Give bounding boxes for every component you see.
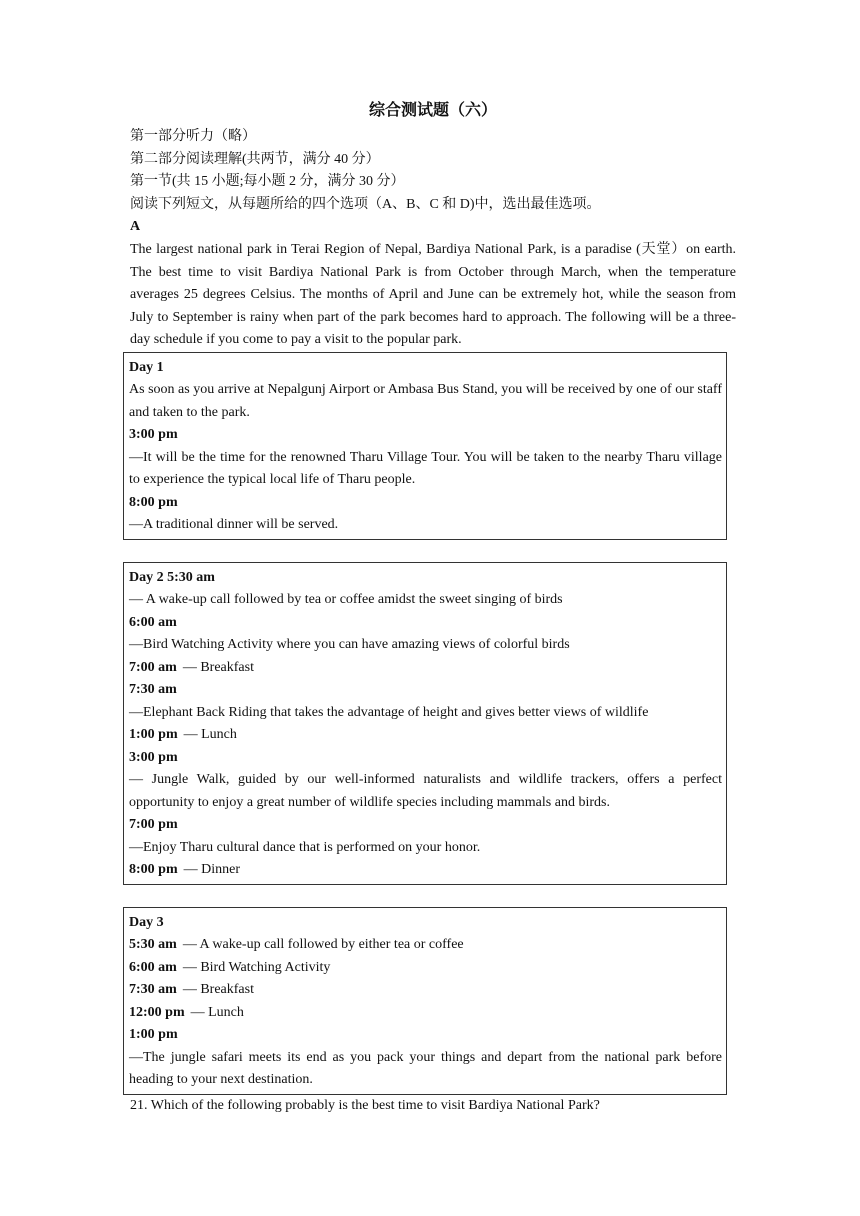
day3-schedule-box [123,907,727,1095]
day3-time-4: 12:00 pm [129,1004,185,1020]
question-21: 21. Which of the following probably is the best time to visit Bardiya National Park? [130,1097,600,1113]
day3-activity-5: —The jungle safari meets its end as you pack your things and depart from the national park before heading to your next destination. [129,1049,722,1088]
day2-activity-7: — Dinner [183,862,241,878]
day1-arrival: As soon as you arrive at Nepalgunj Airport or Ambasa Bus Stand, you will be received by one of our staff and taken to the park. [129,382,722,420]
day3-row-2 [129,957,722,980]
day2-time-4: 1:00 pm [129,727,178,743]
day3-row-1 [129,934,722,957]
day3-time-5: 1:00 pm [129,1027,178,1043]
day3-row-4 [129,1002,722,1025]
day1-time-2: 8:00 pm [129,494,178,510]
day2-time-7: 8:00 pm [129,862,178,878]
day2-schedule-box [123,562,727,885]
day2-activity-1: —Bird Watching Activity where you can have amazing views of colorful birds [129,637,570,653]
day3-time-3: 7:30 am [129,982,177,998]
header-line-4: 阅读下列短文，从每题所给的四个选项（A、B、C 和 D)中，选出最佳选项。 [130,196,601,212]
day3-activity-4: — Lunch [190,1004,244,1020]
day1-activity-1: —It will be the time for the renowned Tharu Village Tour. You will be taken to the nearby Tharu village to experience the typical local life of Tharu people. [129,449,722,488]
day1-schedule-box [123,352,727,540]
section-label: A [130,219,141,235]
day3-row-3 [129,979,722,1002]
day3-activity-1: — A wake-up call followed by either tea or coffee [182,937,464,953]
day2-row-7 [129,859,722,882]
day1-time-1: 3:00 pm [129,427,178,443]
day1-activity-2: —A traditional dinner will be served. [129,517,339,533]
day3-time-2: 6:00 am [129,959,177,975]
day2-row-4 [129,724,722,747]
day2-time-5: 3:00 pm [129,749,178,765]
day2-activity-3: —Elephant Back Riding that takes the advantage of height and gives better views of wildlife [129,704,649,720]
day2-heading: Day 2 5:30 am [129,569,215,585]
day3-time-1: 5:30 am [129,937,177,953]
intro-paragraph: The largest national park in Terai Region of Nepal, Bardiya National Park, is a paradise (天堂）on earth. The best time to visit Bardiya National Park is from October through March, when the temperature averages 25 degrees Celsius. The months of April and June can be extremely hot, while the season from July to September is rainy when part of the park becomes hard to approach. The following will be a three-day schedule if you come to pay a visit to the popular park. [130,241,736,348]
header-line-3: 第一节(共 15 小题;每小题 2 分，满分 30 分） [130,174,405,190]
day3-activity-2: — Bird Watching Activity [182,959,331,975]
day2-time-6: 7:00 pm [129,817,178,833]
day2-time-3: 7:30 am [129,682,177,698]
day1-heading: Day 1 [129,359,164,375]
day2-time-2: 7:00 am [129,659,177,675]
day2-time-1: 6:00 am [129,614,177,630]
document-page [130,100,736,1118]
day2-activity-5: — Jungle Walk, guided by our well-informed naturalists and wildlife trackers, offers a perfect opportunity to enjoy a great number of wildlife species including mammals and birds. [129,772,722,810]
header-line-2: 第二部分阅读理解(共两节，满分 40 分） [130,151,380,167]
page-title: 综合测试题（六） [368,102,497,119]
day2-activity-2: — Breakfast [182,659,254,675]
day2-activity-0: — A wake-up call followed by tea or coffee amidst the sweet singing of birds [129,592,563,608]
day3-activity-3: — Breakfast [182,982,254,998]
day2-row-2 [129,657,722,680]
header-line-1: 第一部分听力（略） [130,129,256,144]
day3-heading: Day 3 [129,914,164,930]
day2-activity-4: — Lunch [183,727,237,743]
day2-activity-6: —Enjoy Tharu cultural dance that is performed on your honor. [129,839,481,855]
